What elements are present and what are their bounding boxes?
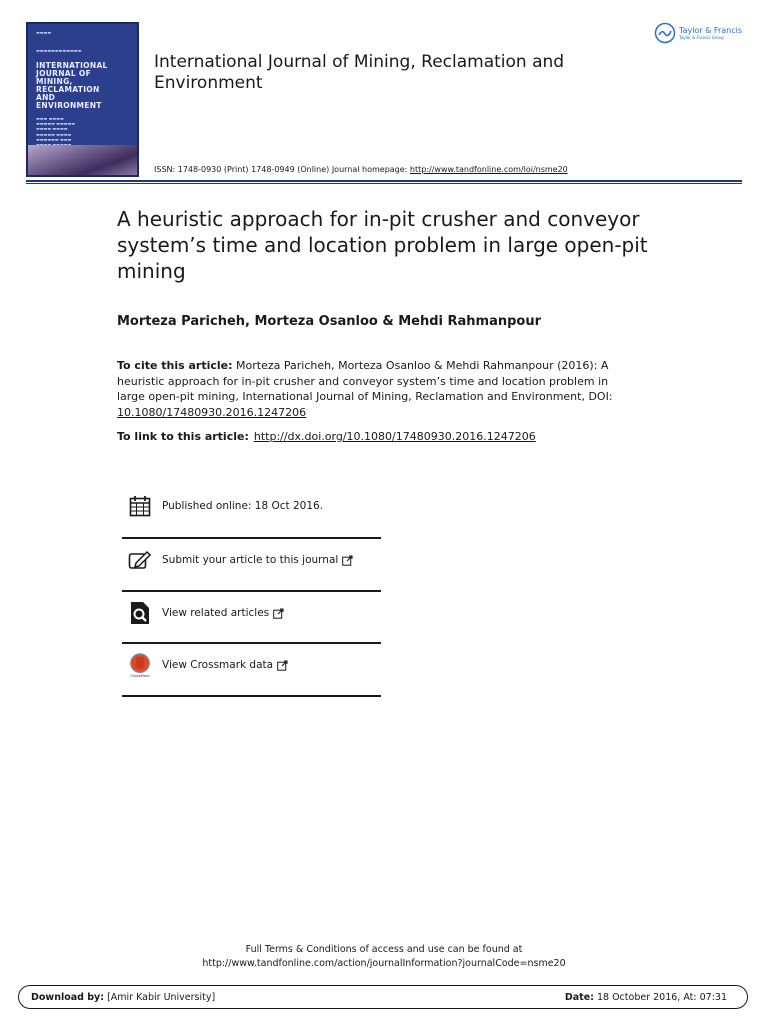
citation-block bbox=[117, 358, 629, 420]
download-date-value: 18 October 2016, At: 07:31 bbox=[593, 991, 727, 1003]
edit-icon bbox=[128, 548, 152, 572]
publisher-subtitle: Taylor & Francis Group bbox=[679, 35, 724, 40]
download-by-label: Download by: bbox=[31, 991, 105, 1003]
external-link-icon bbox=[342, 555, 353, 566]
download-info-bar bbox=[18, 985, 748, 1009]
journal-cover-image: ▬▬▬▬ ▬▬▬▬▬▬▬▬▬▬▬▬ INTERNATIONAL JOURNAL OF MINING, RECLAMATION AND ENVIRONMENT ▬▬▬ ▬▬▬▬ ▬▬▬▬▬ ▬▬▬▬▬ ▬▬▬▬ ▬▬▬▬ ▬▬▬▬▬ ▬▬▬▬ ▬▬▬▬▬▬ ▬▬▬ bbox=[26, 22, 139, 177]
article-title: A heuristic approach for in-pit crusher and conveyor system’s time and location problem in large open-pit mining bbox=[117, 207, 648, 283]
taylor-francis-logo-icon[interactable] bbox=[654, 22, 742, 44]
article-link-label: To link to this article: bbox=[117, 430, 249, 443]
crossmark-link[interactable] bbox=[122, 639, 381, 691]
citation-doi-link[interactable]: 10.1080/17480930.2016.1247206 bbox=[117, 405, 307, 419]
terms-url[interactable]: http://www.tandfonline.com/action/journalInformation?journalCode=nsme20 bbox=[202, 958, 566, 969]
external-link-icon bbox=[277, 660, 288, 671]
terms-line-1: Full Terms & Conditions of access and use can be found at bbox=[245, 944, 523, 955]
download-date bbox=[565, 992, 727, 1003]
action-divider bbox=[122, 695, 381, 697]
crossmark-label: View Crossmark data bbox=[162, 659, 274, 671]
journal-title: International Journal of Mining, Reclamation and Environment bbox=[154, 52, 565, 93]
crossmark-caption: CrossMark bbox=[130, 674, 150, 678]
download-date-label: Date: bbox=[564, 991, 594, 1003]
journal-homepage-link[interactable]: http://www.tandfonline.com/loi/nsme20 bbox=[409, 165, 568, 174]
publisher-name: Taylor & Francis bbox=[679, 26, 742, 35]
submit-article-label: Submit your article to this journal bbox=[162, 554, 339, 566]
related-articles-label: View related articles bbox=[162, 607, 270, 619]
terms-notice bbox=[0, 943, 768, 971]
related-articles-link[interactable] bbox=[122, 587, 381, 639]
calendar-icon bbox=[128, 494, 152, 518]
journal-cover-title: INTERNATIONAL JOURNAL OF MINING, RECLAMATION AND ENVIRONMENT bbox=[36, 61, 108, 110]
download-by-value: [Amir Kabir University] bbox=[104, 991, 216, 1003]
published-online-label: Published online: 18 Oct 2016. bbox=[162, 500, 324, 512]
header-divider-thin bbox=[26, 183, 742, 184]
citation-text: Morteza Paricheh, Morteza Osanloo & Mehdi Rahmanpour (2016): A heuristic approach for in-pit crusher and conveyor system’s time and location problem in large open-pit mining, International Journal of Mining, Reclamation and Environment, DOI: bbox=[117, 359, 613, 403]
related-search-icon bbox=[128, 601, 152, 625]
citation-label: To cite this article: bbox=[117, 359, 233, 372]
article-link-line bbox=[117, 430, 536, 443]
article-authors: Morteza Paricheh, Morteza Osanloo & Mehdi Rahmanpour bbox=[117, 314, 541, 329]
submit-article-link[interactable] bbox=[122, 534, 381, 586]
crossmark-icon bbox=[128, 653, 152, 677]
published-online-row bbox=[122, 480, 381, 532]
download-by bbox=[31, 992, 215, 1003]
header-divider bbox=[26, 180, 742, 182]
external-link-icon bbox=[273, 608, 284, 619]
article-doi-link[interactable]: http://dx.doi.org/10.1080/17480930.2016.1247206 bbox=[253, 430, 536, 443]
issn-text: ISSN: 1748-0930 (Print) 1748-0949 (Online) Journal homepage: bbox=[154, 165, 410, 174]
issn-line bbox=[154, 165, 568, 174]
